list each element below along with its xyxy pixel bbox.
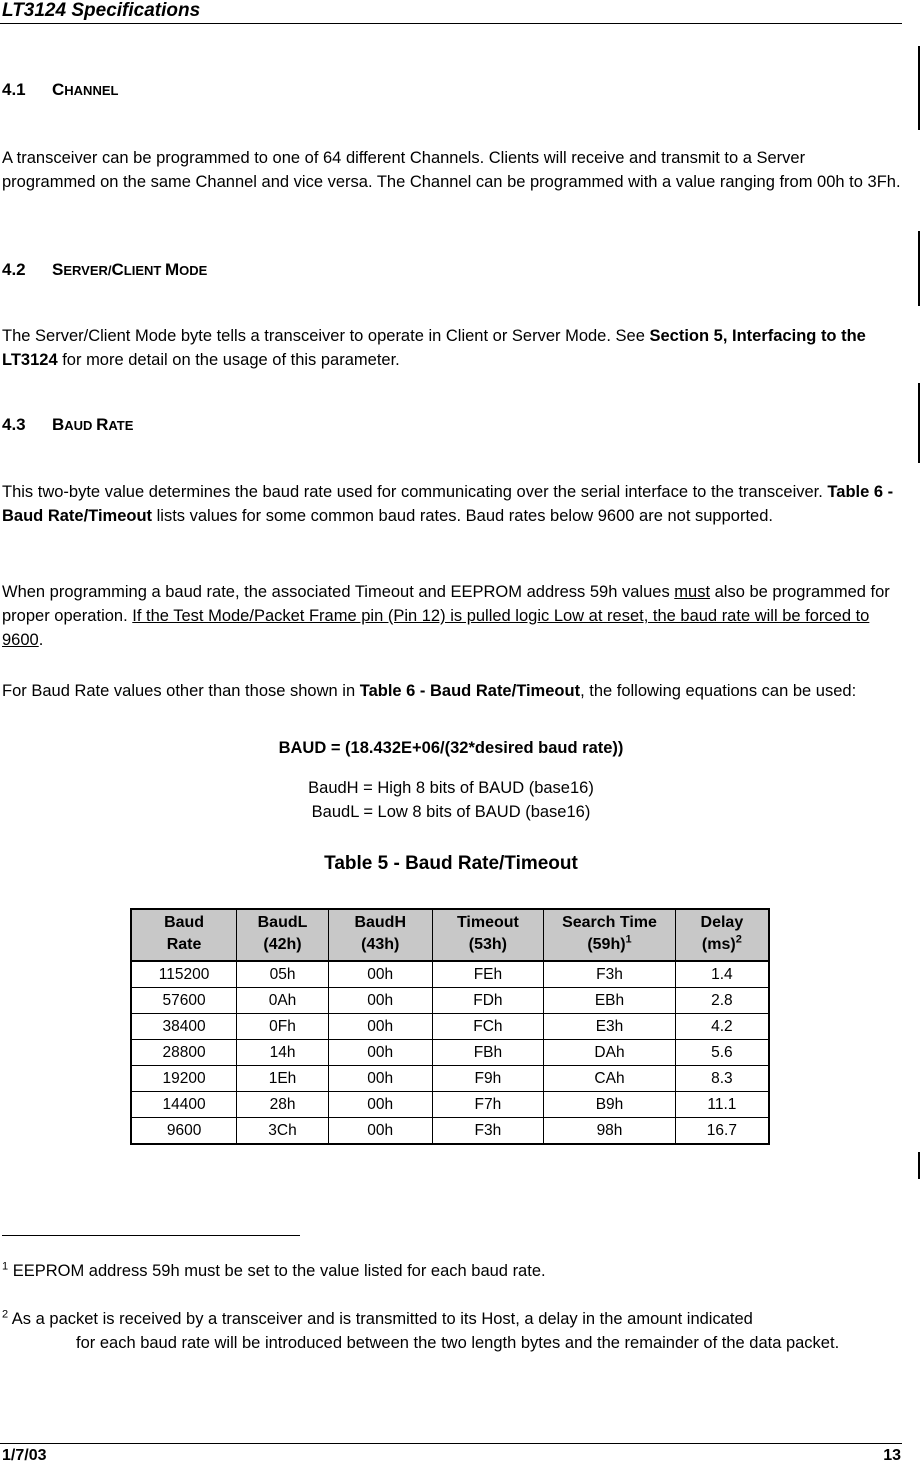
table-cell: FCh (432, 1014, 544, 1040)
table-cell: 00h (328, 961, 432, 988)
change-bar (918, 231, 920, 306)
column-header: BaudH (43h) (328, 909, 432, 961)
table-cell: FDh (432, 988, 544, 1014)
table-cell: 16.7 (675, 1118, 769, 1145)
channel-paragraph: A transceiver can be programmed to one of 64 different Channels. Clients will receive and transmit to a Server programmed on the same Channel and vice versa. The Channel can be programmed with a value ranging from 00h to 3Fh. (2, 149, 901, 191)
table-cell: F9h (432, 1066, 544, 1092)
baud-paragraph-1: This two-byte value determines the baud rate used for communicating over the serial interface to the transceiver. Table 6 - Baud Rate/Timeout lists values for some common baud rates. Baud rates below 9600 are not supported. (2, 483, 894, 525)
header-rule (0, 23, 902, 24)
table-cell: 115200 (131, 961, 237, 988)
table-cell: 00h (328, 1014, 432, 1040)
table-cell: F3h (432, 1118, 544, 1145)
table-header-row (131, 909, 769, 961)
table-cell: DAh (544, 1040, 676, 1066)
table-row (131, 961, 769, 988)
table-row (131, 1092, 769, 1118)
section-heading-mode: 4.2 SERVER/CLIENT MODE (2, 260, 208, 279)
table-row (131, 1040, 769, 1066)
table-cell: 38400 (131, 1014, 237, 1040)
table-cell: 00h (328, 988, 432, 1014)
footnote-1: $^1$ EEPROM address 59h must be set to the value listed for each baud rate. (2, 1260, 546, 1280)
table-cell: F7h (432, 1092, 544, 1118)
change-bar (918, 383, 920, 463)
table-cell: 2.8 (675, 988, 769, 1014)
column-header: BaudL (42h) (237, 909, 329, 961)
table-cell: 1Eh (237, 1066, 329, 1092)
table-cell: 05h (237, 961, 329, 988)
table-cell: FBh (432, 1040, 544, 1066)
table-cell: 11.1 (675, 1092, 769, 1118)
table-cell: 00h (328, 1118, 432, 1145)
table-cell: 19200 (131, 1066, 237, 1092)
table-row (131, 988, 769, 1014)
table-title: Table 5 - Baud Rate/Timeout (324, 853, 578, 874)
mode-paragraph: The Server/Client Mode byte tells a transceiver to operate in Client or Server Mode. See Section 5, Interfacing to the LT3124 for more detail on the usage of this parameter. (2, 327, 866, 369)
baudh-equation: BaudH = High 8 bits of BAUD (base16) (308, 779, 594, 797)
baud-paragraph-2: When programming a baud rate, the associated Timeout and EEPROM address 59h values must also be programmed for proper operation. If the Test Mode/Packet Frame pin (Pin 12) is pulled logic Low at reset, the baud rate will be forced to 9600. (2, 583, 890, 649)
table-cell: 00h (328, 1066, 432, 1092)
table-cell: 4.2 (675, 1014, 769, 1040)
footnote-mark: 1 (2, 1260, 9, 1273)
table-cell: 00h (328, 1040, 432, 1066)
page-number: 13 (883, 1447, 901, 1464)
table-cell: 14400 (131, 1092, 237, 1118)
section-5-link[interactable]: Section 5, Interfacing to the LT3124 (2, 327, 866, 369)
table-cell: 28800 (131, 1040, 237, 1066)
table-cell: 8.3 (675, 1066, 769, 1092)
table-cell: 9600 (131, 1118, 237, 1145)
section-number: 4.3 (2, 415, 26, 434)
footnote-2: $^2$ As a packet is received by a transceiver and is transmitted to its Host, a delay in the amount indicated for each baud rate will be introduced between the two length bytes and the remainder of the data packet. (2, 1308, 840, 1352)
footnote-ref: 2 (735, 933, 742, 946)
column-header: Timeout (53h) (432, 909, 544, 961)
baud-equation: BAUD = (18.432E+06/(32*desired baud rate)) (278, 739, 624, 757)
table-cell: 1.4 (675, 961, 769, 988)
table-cell: 0Fh (237, 1014, 329, 1040)
section-heading-channel: 4.1 CHANNEL (2, 80, 119, 99)
footnote-rule (2, 1235, 300, 1236)
table-cell: 5.6 (675, 1040, 769, 1066)
table-cell: EBh (544, 988, 676, 1014)
section-number: 4.2 (2, 260, 26, 279)
table-6-link[interactable]: Table 6 - Baud Rate/Timeout (359, 682, 581, 700)
baud-paragraph-3: For Baud Rate values other than those shown in Table 6 - Baud Rate/Timeout, the following equations can be used: (2, 682, 857, 700)
table-row (131, 1118, 769, 1145)
footnote-ref: 1 (625, 933, 632, 946)
change-bar (918, 1152, 920, 1179)
page-header-title: LT3124 Specifications (2, 0, 201, 21)
table-cell: 00h (328, 1092, 432, 1118)
table-cell: F3h (544, 961, 676, 988)
table-cell: 28h (237, 1092, 329, 1118)
table-row (131, 1014, 769, 1040)
footer-date: 1/7/03 (2, 1447, 47, 1464)
section-heading-baud: 4.3 BAUD RATE (2, 415, 134, 434)
column-header: Baud Rate (131, 909, 237, 961)
table-cell: 3Ch (237, 1118, 329, 1145)
footnote-mark: 2 (2, 1308, 9, 1321)
footer-rule (0, 1443, 902, 1444)
baud-rate-table (130, 908, 770, 1145)
table-cell: B9h (544, 1092, 676, 1118)
table-cell: FEh (432, 961, 544, 988)
table-cell: CAh (544, 1066, 676, 1092)
baudl-equation: BaudL = Low 8 bits of BAUD (base16) (311, 803, 591, 821)
column-header: Delay (ms)$^2$ (675, 909, 769, 961)
table-cell: 57600 (131, 988, 237, 1014)
table-cell: E3h (544, 1014, 676, 1040)
table-row (131, 1066, 769, 1092)
section-number: 4.1 (2, 80, 26, 99)
column-header: Search Time $(59h)^1$ (544, 909, 676, 961)
table-cell: 14h (237, 1040, 329, 1066)
table-cell: 0Ah (237, 988, 329, 1014)
table-6-link[interactable]: Table 6 - Baud Rate/Timeout (2, 483, 894, 525)
table-cell: 98h (544, 1118, 676, 1145)
change-bar (918, 46, 920, 130)
